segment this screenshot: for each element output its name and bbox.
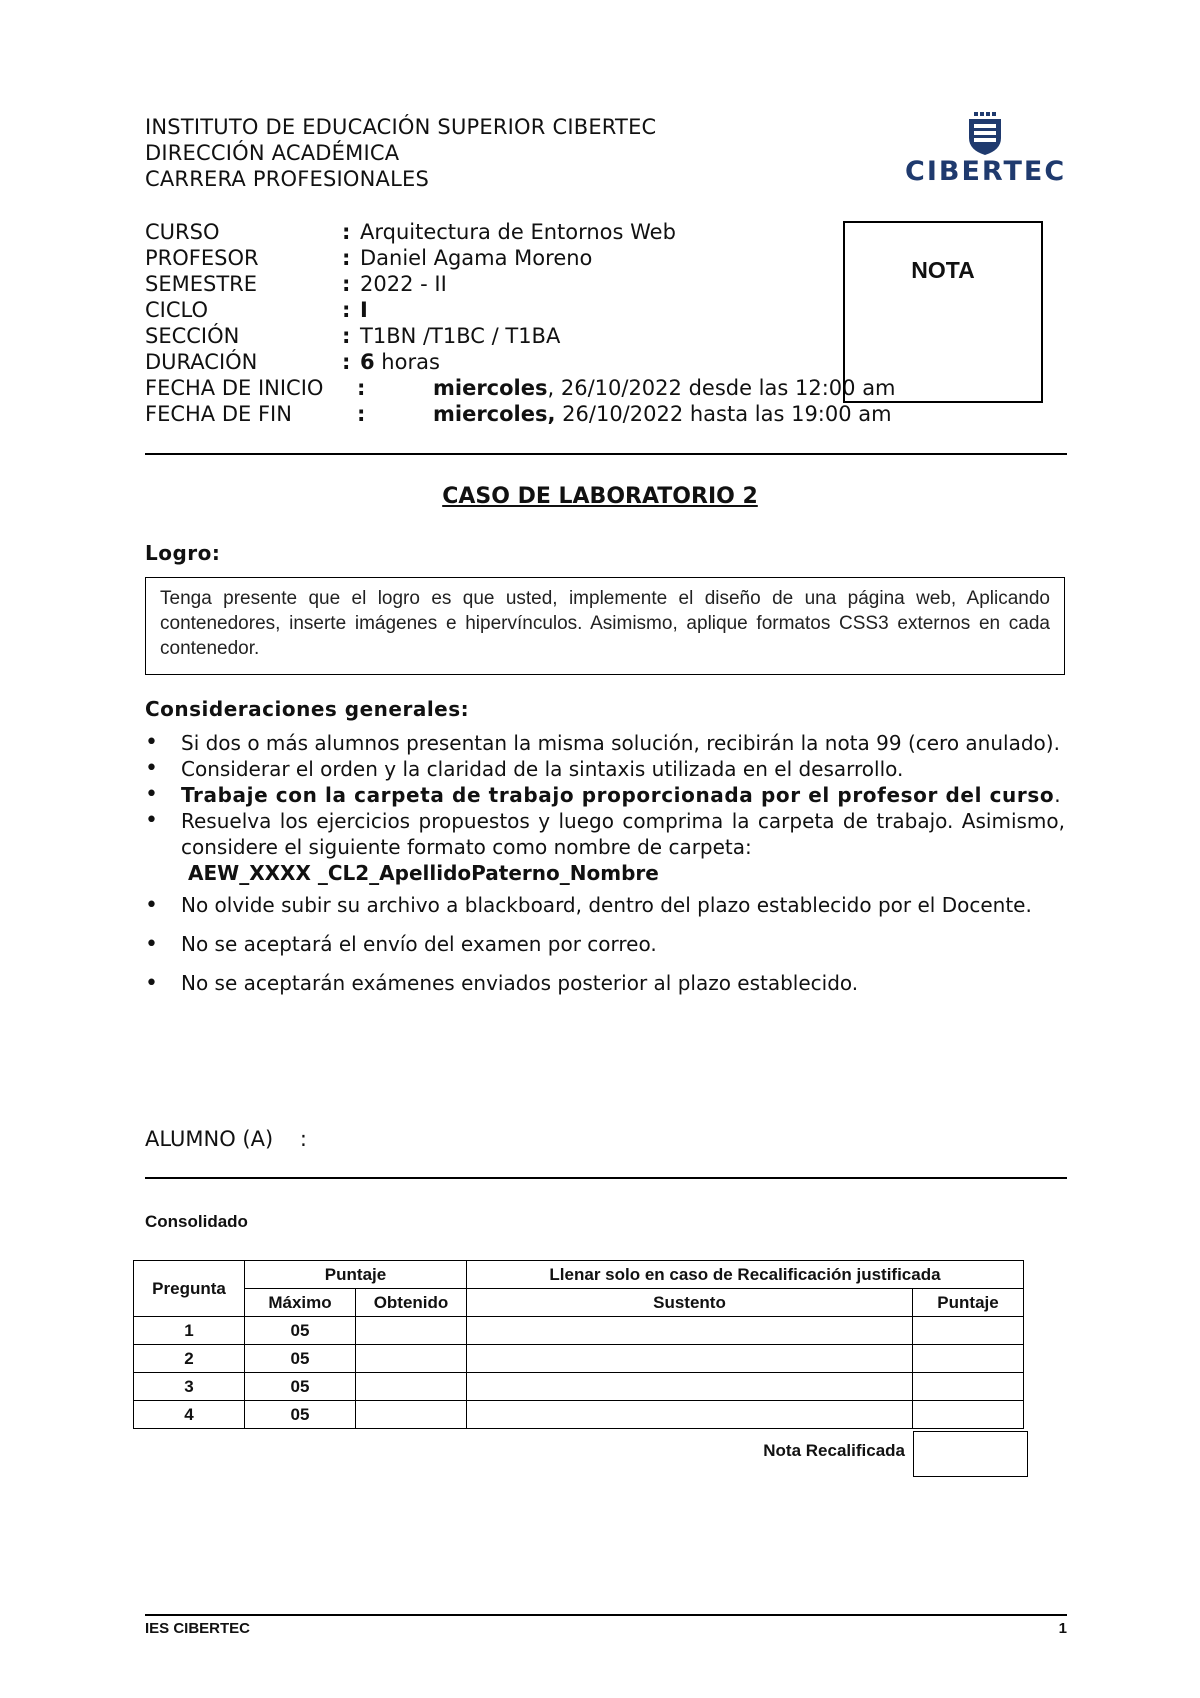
- consolidado-label: Consolidado: [145, 1212, 248, 1231]
- curso-label: CURSO: [145, 220, 220, 244]
- maximo-cell: 05: [245, 1401, 356, 1429]
- duracion-number: 6: [360, 350, 375, 374]
- colon: :: [342, 220, 351, 244]
- fin-value: [433, 401, 892, 427]
- ciclo-value: I: [360, 298, 368, 322]
- list-item: • No olvide subir su archivo a blackboard, dentro del plazo establecido por el Docente.: [145, 886, 1065, 925]
- maximo-cell: 05: [245, 1373, 356, 1401]
- list-item: [145, 782, 1065, 808]
- nota-label: NOTA: [911, 257, 975, 283]
- table-row: [134, 1373, 1024, 1401]
- sustento-header: Sustento: [467, 1289, 913, 1317]
- profesor-label: PROFESOR: [145, 246, 259, 270]
- puntaje-cell[interactable]: [913, 1345, 1024, 1373]
- puntaje-cell[interactable]: [913, 1317, 1024, 1345]
- table-row: [134, 1317, 1024, 1345]
- page-number: 1: [1058, 1620, 1067, 1637]
- colon: :: [357, 376, 366, 400]
- colon: :: [342, 324, 351, 348]
- puntaje-cell[interactable]: [913, 1373, 1024, 1401]
- table-row: [134, 1345, 1024, 1373]
- pregunta-header: Pregunta: [134, 1261, 245, 1317]
- pregunta-cell: 4: [134, 1401, 245, 1429]
- maximo-cell: 05: [245, 1345, 356, 1373]
- colon: :: [357, 402, 366, 426]
- folder-name-format: AEW_XXXX _CL2_ApellidoPaterno_Nombre: [188, 861, 659, 885]
- seccion-label: SECCIÓN: [145, 324, 240, 348]
- obtenido-header: Obtenido: [356, 1289, 467, 1317]
- footer-divider: [145, 1614, 1067, 1616]
- puntaje-header: Puntaje: [245, 1261, 467, 1289]
- maximo-header: Máximo: [245, 1289, 356, 1317]
- obtenido-cell[interactable]: [356, 1345, 467, 1373]
- pregunta-cell: 1: [134, 1317, 245, 1345]
- sustento-cell[interactable]: [467, 1373, 913, 1401]
- pregunta-cell: 3: [134, 1373, 245, 1401]
- fin-datetime: 26/10/2022 hasta las 19:00 am: [555, 402, 892, 426]
- colon: :: [342, 246, 351, 270]
- fin-label: FECHA DE FIN: [145, 402, 292, 426]
- sustento-cell[interactable]: [467, 1317, 913, 1345]
- student-label: ALUMNO (A) :: [145, 1127, 307, 1151]
- sustento-cell[interactable]: [467, 1345, 913, 1373]
- list-item: • No se aceptarán exámenes enviados posterior al plazo establecido.: [145, 964, 1065, 1003]
- obtenido-cell[interactable]: [356, 1317, 467, 1345]
- fin-day: miercoles,: [433, 402, 556, 426]
- colon: :: [342, 272, 351, 296]
- inicio-day: miercoles: [433, 376, 548, 400]
- considerations-heading: Consideraciones generales:: [145, 697, 470, 721]
- compress-instruction: Resuelva los ejercicios propuestos y luego comprima la carpeta de trabajo. Asimismo, considere el siguiente formato como nombre de carpeta:: [181, 809, 1065, 859]
- institution-name: INSTITUTO DE EDUCACIÓN SUPERIOR CIBERTEC: [145, 115, 657, 139]
- cibertec-logo: [905, 110, 1065, 190]
- obtenido-cell[interactable]: [356, 1401, 467, 1429]
- period: .: [1054, 783, 1061, 807]
- list-item: • Considerar el orden y la claridad de la sintaxis utilizada en el desarrollo.: [145, 756, 1065, 782]
- maximo-cell: 05: [245, 1317, 356, 1345]
- obtenido-cell[interactable]: [356, 1373, 467, 1401]
- seccion-value: T1BN /T1BC / T1BA: [360, 324, 561, 348]
- colon: :: [342, 298, 351, 322]
- document-title: CASO DE LABORATORIO 2: [442, 484, 758, 509]
- puntaje-recal-header: Puntaje: [913, 1289, 1024, 1317]
- colon: :: [342, 350, 351, 374]
- inicio-value: [433, 375, 896, 401]
- semestre-label: SEMESTRE: [145, 272, 258, 296]
- student-divider: [145, 1177, 1067, 1179]
- header-divider: [145, 453, 1067, 455]
- nota-recalificada-label: Nota Recalificada: [763, 1441, 905, 1460]
- recalificacion-header: Llenar solo en caso de Recalificación justificada: [467, 1261, 1024, 1289]
- semestre-value: 2022 - II: [360, 272, 447, 296]
- duracion-value: [360, 349, 440, 375]
- sustento-cell[interactable]: [467, 1401, 913, 1429]
- puntaje-cell[interactable]: [913, 1401, 1024, 1429]
- nota-recalificada-box[interactable]: [913, 1431, 1028, 1477]
- nota-box: [843, 221, 1043, 403]
- considerations-list: [145, 730, 1065, 1003]
- career-name: CARRERA PROFESIONALES: [145, 167, 430, 191]
- table-row: [134, 1401, 1024, 1429]
- pregunta-cell: 2: [134, 1345, 245, 1373]
- duracion-unit: horas: [374, 350, 440, 374]
- academic-direction: DIRECCIÓN ACADÉMICA: [145, 141, 400, 165]
- logro-box: Tenga presente que el logro es que usted, implemente el diseño de una página web, Aplicando contenedores, inserte imágenes e hipervínculos. Asimismo, aplique formatos CSS3 externos en cada contenedor.: [145, 577, 1065, 675]
- grade-table: [133, 1260, 1024, 1429]
- logo-text: CIBERTEC: [905, 156, 1067, 187]
- ciclo-label: CICLO: [145, 298, 208, 322]
- curso-value: Arquitectura de Entornos Web: [360, 220, 676, 244]
- logro-heading: Logro:: [145, 541, 221, 565]
- shield-icon: [905, 110, 1065, 156]
- list-item: • Si dos o más alumnos presentan la misma solución, recibirán la nota 99 (cero anulado).: [145, 730, 1065, 756]
- footer-institution: IES CIBERTEC: [145, 1620, 251, 1637]
- list-item: • No se aceptará el envío del examen por correo.: [145, 925, 1065, 964]
- duracion-label: DURACIÓN: [145, 350, 258, 374]
- inicio-datetime: , 26/10/2022 desde las 12:00 am: [547, 376, 896, 400]
- folder-instruction: Trabaje con la carpeta de trabajo proporcionada por el profesor del curso: [181, 783, 1055, 807]
- list-item: [145, 808, 1065, 886]
- profesor-value: Daniel Agama Moreno: [360, 246, 593, 270]
- inicio-label: FECHA DE INICIO: [145, 376, 324, 400]
